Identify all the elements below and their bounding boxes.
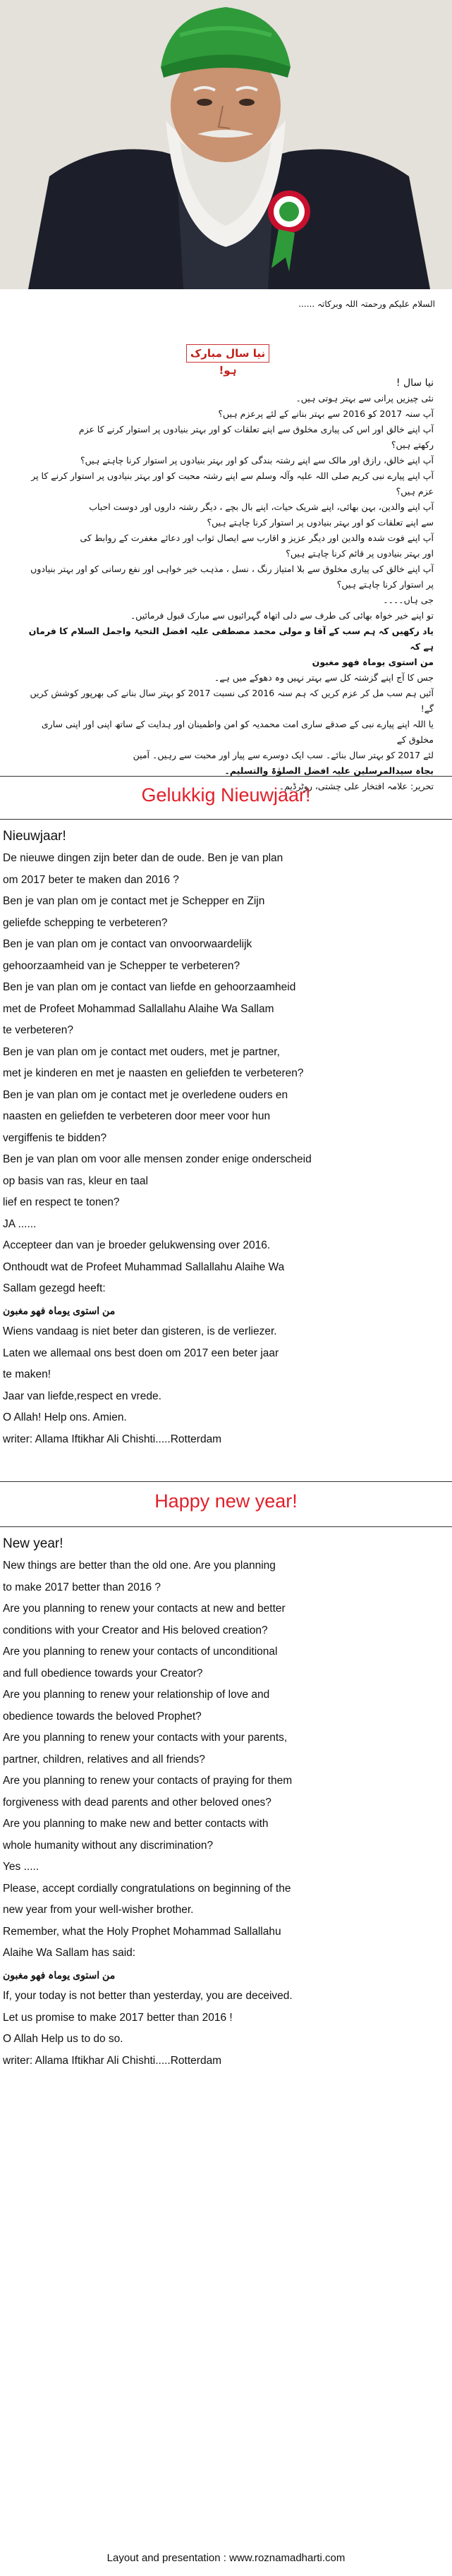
urdu-line: جی ہاں۔۔۔۔ [383, 595, 434, 605]
urdu-greeting [0, 296, 452, 312]
urdu-line: عزم ہیں؟ [396, 486, 434, 497]
dutch-line: O Allah! Help ons. Amien. [3, 1411, 127, 1423]
dutch-line: met je kinderen en met je naasten en geliefden te verbeteren? [3, 1067, 304, 1079]
english-line: to make 2017 better than 2016 ? [3, 1581, 161, 1593]
english-message [0, 1533, 452, 2072]
english-line: partner, children, relatives and all friends? [3, 1753, 205, 1766]
english-hadith: من استوی یوماہ فھو مغبون [3, 1969, 116, 1981]
urdu-author: تحریر: علامہ افتخار علی چشتی، روٹرڈیم۔ [279, 781, 434, 791]
dutch-author: writer: Allama Iftikhar Ali Chishti.....Rotterdam [3, 1433, 222, 1445]
dutch-line: te maken! [3, 1368, 51, 1380]
dutch-line: Laten we allemaal ons best doen om 2017 een beter jaar [3, 1347, 279, 1359]
english-line: New things are better than the old one. Are you planning [3, 1560, 276, 1572]
dutch-line: Sallam gezegd heeft: [3, 1282, 106, 1294]
dutch-line: Accepteer dan van je broeder gelukwensing over 2016. [3, 1239, 271, 1251]
urdu-line: اور بہتر بنیادوں پر قائم کرنا چاہتے ہیں؟ [286, 548, 434, 559]
dutch-line: Jaar van liefde,respect en vrede. [3, 1390, 161, 1402]
urdu-line: رکھتے ہیں؟ [391, 439, 434, 450]
dutch-line: De nieuwe dingen zijn beter dan de oude. Ben je van plan [3, 852, 283, 864]
english-line: Let us promise to make 2017 better than 2016 ! [3, 2011, 233, 2024]
english-author: writer: Allama Iftikhar Ali Chishti.....Rotterdam [3, 2054, 222, 2067]
dutch-line: Nieuwjaar! [3, 829, 66, 844]
urdu-line: آپ اپنے خالق، رازق اور مالک سے اپنے رشتہ بندگی کو اور بہتر بنیادوں پر استوار کرنا چاہتے ہیں؟ [80, 455, 434, 466]
english-line: O Allah Help us to do so. [3, 2033, 123, 2045]
dutch-line: gehoorzaamheid van je Schepper te verbeteren? [3, 959, 240, 972]
english-line: New year! [3, 1536, 63, 1551]
urdu-line: یا اللہ اپنے پیارے نبی کے صدقے ساری امت محمدیہ کو امن واطمینان اور ہدایت کے ساتھ اپنی اور اپنی ساری مخلوق کے [41, 719, 434, 745]
english-line: Are you planning to renew your relationship of love and [3, 1689, 270, 1701]
urdu-line: یاد رکھیں کہ ہم سب کے آقا و مولی محمد مصطفی علیہ افضل التحیۃ واجمل السلام کا فرمان ہے کہ [28, 626, 434, 652]
english-header: Happy new year! [154, 1490, 298, 1512]
english-line: Yes ..... [3, 1861, 39, 1873]
dutch-line: naasten en geliefden te verbeteren door meer voor hun [3, 1110, 271, 1122]
dutch-line: Ben je van plan om je contact met je overledene ouders en [3, 1088, 288, 1101]
dutch-line: op basis van ras, kleur en taal [3, 1174, 148, 1187]
dutch-line: JA ...... [3, 1217, 37, 1230]
dutch-line: geliefde schepping te verbeteren? [3, 916, 168, 929]
urdu-salutation: السلام علیکم ورحمتہ اللہ وبرکاتہ ...... [298, 299, 435, 309]
english-line: obedience towards the beloved Prophet? [3, 1710, 202, 1723]
english-line: Please, accept cordially congratulations on beginning of the [3, 1882, 291, 1895]
urdu-line: جس کا آج اپنے گزشتہ کل سے بہتر نہیں وہ دھوکے میں ہے۔ [214, 672, 434, 683]
english-line: Are you planning to renew your contacts of unconditional [3, 1646, 278, 1658]
urdu-line: نئی چیزیں پرانی سے بہتر ہوتی ہیں۔ [295, 393, 434, 403]
divider [0, 776, 452, 777]
dutch-line: Onthoudt wat de Profeet Muhammad Sallallahu Alaihe Wa [3, 1260, 285, 1273]
dutch-line: Ben je van plan om je contact met je Schepper en Zijn [3, 895, 265, 907]
divider [0, 1481, 452, 1482]
urdu-line: پر استوار کرنا چاہتے ہیں؟ [336, 579, 434, 590]
urdu-line: آپ سنہ 2017 کو 2016 سے بہتر بنانے کے لئے پرعزم ہیں؟ [218, 408, 434, 419]
english-line: conditions with your Creator and His beloved creation? [3, 1624, 268, 1636]
urdu-line: آپ اپنے خالق اور اس کی پیاری مخلوق سے اپنے تعلقات کو اور بہتر بنیادوں پر استوار کرنے کا عزم [78, 424, 434, 435]
english-line: forgiveness with dead parents and other beloved ones? [3, 1796, 271, 1809]
portrait-photo [0, 0, 452, 289]
dutch-header: Gelukkig Nieuwjaar! [141, 784, 311, 806]
dutch-line: te verbeteren? [3, 1024, 73, 1036]
dutch-line: vergiffenis te bidden? [3, 1131, 107, 1144]
divider [0, 819, 452, 820]
urdu-line: سے اپنے تعلقات کو اور بہتر بنیادوں پر استوار کرنا چاہتے ہیں؟ [207, 517, 434, 528]
english-line: Alaihe Wa Sallam has said: [3, 1947, 136, 1959]
urdu-line: آپ اپنے خالق کی پیاری مخلوق سے بلا امتیاز رنگ ، نسل ، مذہب خیر خواہی اور نفع رسانی کو اور بہتر بنیادوں [30, 564, 434, 574]
urdu-line: آپ اپنے فوت شدہ والدین اور دیگر عزیز و اقارب سے ایصال ثواب اور دعائے مغفرت کے روابط کی [80, 533, 434, 543]
urdu-line: بجاہ سیدالمرسلین علیہ افضل الصلوٰۃ والتسلیم۔ [224, 765, 434, 776]
urdu-message [0, 375, 452, 794]
dutch-hadith: من استوی یوماہ فھو مغبون [3, 1304, 116, 1316]
dutch-line: met de Profeet Mohammad Sallallahu Alaihe Wa Sallam [3, 1002, 274, 1015]
dutch-message [0, 825, 452, 1450]
english-line: Are you planning to renew your contacts of praying for them [3, 1775, 293, 1787]
divider [0, 1526, 452, 1527]
urdu-line: آئیں ہم سب مل کر عزم کریں کہ ہم سنہ 2016 کی نسبت 2017 کو بہتر سال بنانے کی بھرپور کوشش کریں گے! [30, 688, 434, 714]
english-line: Are you planning to renew your contacts with your parents, [3, 1732, 288, 1744]
english-line: new year from your well-wisher brother. [3, 1904, 194, 1916]
dutch-line: lief en respect te tonen? [3, 1196, 120, 1208]
dutch-line: om 2017 beter te maken dan 2016 ? [3, 873, 179, 886]
dutch-line: Ben je van plan om je contact van liefde en gehoorzaamheid [3, 981, 296, 993]
footer-credit: Layout and presentation : www.roznamadharti.com [106, 2552, 346, 2564]
urdu-title: نیا سال مبارک ہو! [186, 344, 269, 363]
portrait-illustration [0, 0, 452, 289]
dutch-line: Ben je van plan om je contact met ouders, met je partner, [3, 1045, 280, 1058]
urdu-line: تو اپنے خیر خواہ بھائی کی طرف سے دلی اتھاہ گہرائیوں سے مبارک قبول فرمائیں۔ [130, 610, 434, 621]
english-line: and full obedience towards your Creator? [3, 1667, 203, 1679]
urdu-hadith: من استوی یوماہ فھو مغبون [312, 657, 434, 667]
dutch-line: Ben je van plan om voor alle mensen zonder enige onderscheid [3, 1153, 312, 1165]
dutch-line: Ben je van plan om je contact van onvoorwaardelijk [3, 938, 252, 950]
english-line: If, your today is not better than yesterday, you are deceived. [3, 1990, 293, 2002]
english-line: whole humanity without any discrimination? [3, 1839, 214, 1852]
dutch-line: Wiens vandaag is niet beter dan gisteren, is de verliezer. [3, 1325, 277, 1337]
urdu-line: لئے 2017 کو بہتر سال بنائے۔ سب ایک دوسرے سے پیار اور محبت سے رہیں۔ آمین [133, 750, 434, 760]
english-line: Remember, what the Holy Prophet Mohammad Sallallahu [3, 1925, 281, 1938]
urdu-line: آپ اپنے پیارے نبی کریم صلی اللہ علیہ وآلہ وسلم سے اپنے رشتہ محبت کو اور بہتر بنیادوں پر استوار کرنے کا پر [31, 470, 434, 481]
english-line: Are you planning to renew your contacts at new and better [3, 1603, 286, 1615]
urdu-line: آپ اپنے والدین، بہن بھائی، اپنے شریک حیات، اپنے بال بچے ، دیگر رشتہ داروں اور دوست احباب [89, 502, 434, 512]
urdu-line: نیا سال ! [396, 377, 434, 389]
english-line: Are you planning to make new and better contacts with [3, 1818, 269, 1830]
